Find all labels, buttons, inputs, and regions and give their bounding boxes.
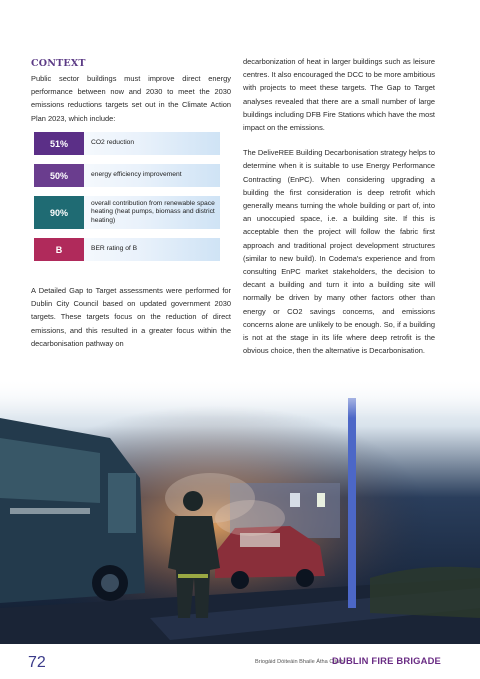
firefighter-night-photo <box>0 378 480 644</box>
right-column <box>243 55 435 357</box>
target-badge: 50% <box>34 164 84 187</box>
target-row <box>34 196 220 229</box>
target-row <box>34 164 220 187</box>
target-badge: B <box>34 238 84 261</box>
footer-irish-name: Briogáid Dóiteáin Bhaile Átha Cliath <box>255 659 344 665</box>
target-label: BER rating of B <box>91 245 138 253</box>
target-row <box>34 238 220 261</box>
target-badge: 51% <box>34 132 84 155</box>
right-paragraph-1: decarbonization of heat in larger buildings such as leisure centres. It also encouraged the DCC to be more ambitious with projects to meet these targets. The Gap to Target analyses revealed that there are a small number of large buildings including DFB Fire Stations which have the most impact on the emissions. <box>243 57 435 133</box>
page-number: 72 <box>28 654 46 671</box>
target-badge: 90% <box>34 196 84 229</box>
left-column <box>31 58 231 125</box>
gap-to-target-paragraph: A Detailed Gap to Target assessments were performed for Dublin City Council based on updated government 2030 targets. These targets focus on the reduction of direct emissions, and this resulted in a greater focus within the decarbonisation pathway on <box>31 286 231 348</box>
footer-brand: DUBLIN FIRE BRIGADE <box>332 655 442 666</box>
target-label: energy efficiency improvement <box>91 171 182 179</box>
target-label: overall contribution from renewable space heating (heat pumps, biomass and district heating) <box>91 200 215 224</box>
intro-paragraph: Public sector buildings must improve direct energy performance between now and 2030 to meet the 2030 emissions reductions targets set out in the Climate Action Plan 2023, which include: <box>31 74 231 123</box>
left-column-lower <box>31 284 231 350</box>
section-heading: CONTEXT <box>31 58 86 69</box>
target-label: CO2 reduction <box>91 139 135 147</box>
targets-list <box>34 132 220 270</box>
target-row <box>34 132 220 155</box>
right-paragraph-2: The DeliveREE Building Decarbonisation strategy helps to determine when it is suitable to use Energy Performance Contracting (EnPC). When considering upgrading a building the first consideration is deep retrofit which generally means turning the whole building or part of, into an unoccupied space, i.e. a building site. If this is acceptable then the project will follow the fabric first approach and traditional project development structures (similar to new build). In Codema's experience and from consulting EnPC market stakeholders, the decision to decant a building and turn it into a building site will normally be driven by many other factors other than energy or CO2 savings concerns, and emissions concerns alone are unlikely to be enough. So, if a building is not at the stage in its life where deep retrofit is the obvious choice, then the alternative is Decarbonisation. <box>243 148 435 356</box>
